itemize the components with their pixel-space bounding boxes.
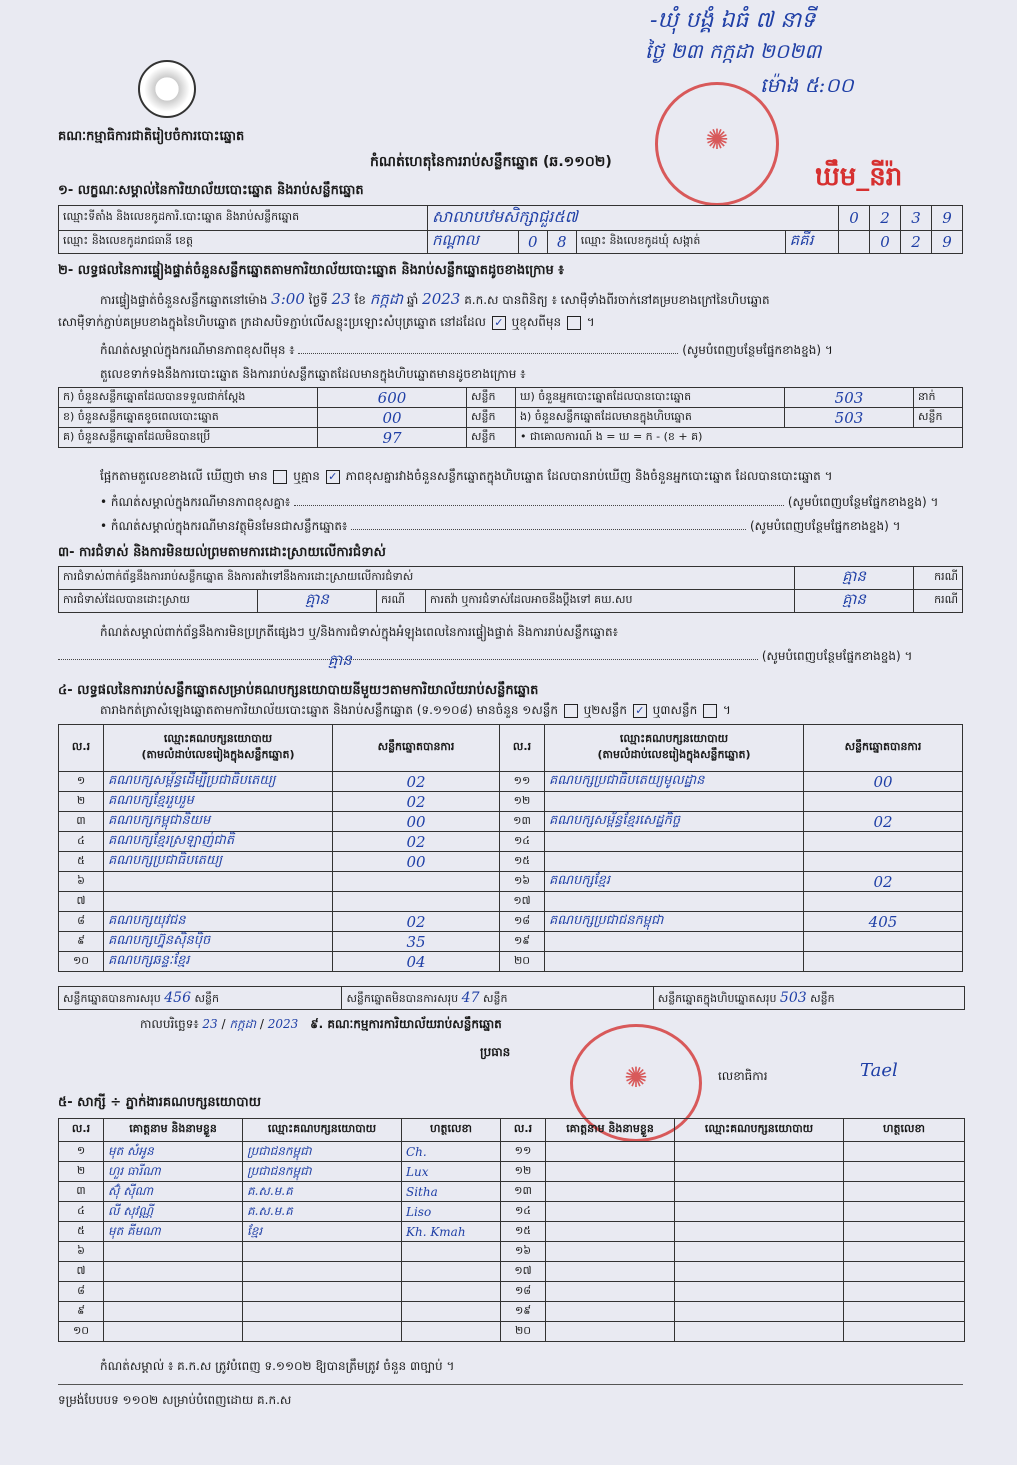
party-votes: 04 xyxy=(333,952,500,972)
witness-signature xyxy=(844,1202,965,1222)
party-votes: 405 xyxy=(804,912,963,932)
verify-year: 2023 xyxy=(422,290,461,308)
table-row xyxy=(59,1182,965,1202)
party-name: គណបក្សខ្មែរ xyxy=(545,872,804,892)
location-code-1: 0 xyxy=(839,206,870,231)
party-name: គណបក្សប្រជាធិបតេយ្យ xyxy=(104,852,333,872)
table-row xyxy=(59,1242,965,1262)
official-seal-bottom: ✺ xyxy=(570,1024,702,1142)
witness-no: ៦ xyxy=(59,1242,104,1262)
party-name: គណបក្សហ្វ៊ុនស៊ិនប៉ិច xyxy=(104,932,333,952)
irregularity-note-line: គ្មាន (សូមបំពេញបន្ថែមផ្នែកខាងខ្នង) ។ xyxy=(58,648,963,666)
party-no: ៧ xyxy=(59,892,104,912)
difference-note: កំណត់សម្គាល់ក្នុងករណីមានភាពខុសពីមុន ៖ (សូមបំពេញបន្ថែមផ្នែកខាងខ្នង) ។ xyxy=(100,343,833,357)
complaints-table: ការជំទាស់ពាក់ព័ន្ធនឹងការរាប់សន្លឹកឆ្នោត និងការតវ៉ាទៅនឹងការដោះស្រាយលើការជំទាស់ គ្មាន ករណី ការជំទាស់ដែលបានដោះស្រាយ គ្មាន ករណី ការតវ៉ា ឬការជំទាស់ដែលអាចនឹងប្ដឹងទៅ គឃ.សប គ្មាន ករណី xyxy=(58,566,963,613)
handwritten-location: -ឃុំ បង្គំ ឯធំ ៧ នាទី xyxy=(650,8,816,33)
total-valid-votes: 456 xyxy=(164,990,191,1006)
party-no: ១៥ xyxy=(500,852,545,872)
unused-value: 97 xyxy=(318,428,467,448)
section3-title: ៣- ការជំទាស់ និងការមិនយល់ព្រមតាមការដោះស្រាយលើការជំទាស់ xyxy=(58,545,386,560)
commune-code-1: 0 xyxy=(870,231,901,254)
party-votes xyxy=(804,932,963,952)
witness-signature xyxy=(402,1242,501,1262)
received-label: ក) ចំនួនសន្លឹកឆ្នោតដែលបានទទួលជាក់ស្តែង xyxy=(59,388,318,408)
party-name: គណបក្សប្រជាធិបតេយ្យមូលដ្ឋាន xyxy=(545,772,804,792)
witness-signature xyxy=(844,1262,965,1282)
party-name: គណបក្សខ្មែរស្រឡាញ់ជាតិ xyxy=(104,832,333,852)
party-no: ១០ xyxy=(59,952,104,972)
resolved-value: គ្មាន xyxy=(258,590,377,613)
witness-signature xyxy=(402,1282,501,1302)
party-no: ១២ xyxy=(500,792,545,812)
witness-no: ១១ xyxy=(501,1142,546,1162)
section1-table xyxy=(58,205,963,254)
party-no: ១៤ xyxy=(500,832,545,852)
witness-signature xyxy=(844,1282,965,1302)
witness-no: ១០ xyxy=(59,1322,104,1342)
table-row xyxy=(59,892,963,912)
witness-name xyxy=(546,1322,675,1342)
witness-no: ១៨ xyxy=(501,1282,546,1302)
footer-note: កំណត់សម្គាល់ ៖ គ.ក.ស ត្រូវបំពេញ ទ.១១០២ ឱ្យបានត្រឹមត្រូវ ចំនួន ៣ច្បាប់ ។ xyxy=(100,1359,455,1373)
footer-divider xyxy=(58,1384,963,1385)
witness-party: ប្រជាជនកម្ពុជា xyxy=(243,1162,402,1182)
verification-line: ការផ្ទៀងផ្ទាត់ចំនួនសន្លឹកឆ្នោតនៅម៉ោង 3:00 ថ្ងៃទី 23 ខែ កក្កដា ឆ្នាំ 2023 គ.ក.ស បានពិនិត្យ ៖ សោម៉ឺទាំងពីរចាក់នៅគម្របខាងក្រៅនៃហិបឆ្នោត xyxy=(100,290,770,308)
party-no: ១៨ xyxy=(500,912,545,932)
totals-line: សន្លឹកឆ្នោតបានការសរុប 456 សន្លឹក សន្លឹកឆ្នោតមិនបានការសរុប 47 សន្លឹក សន្លឹកឆ្នោតក្នុងហិបឆ្នោតសរុប 503 សន្លឹក xyxy=(58,986,965,1010)
in-box-value: 503 xyxy=(785,408,914,428)
section2-title: ២- លទ្ធផលនៃការផ្ទៀងផ្ទាត់ចំនួនសន្លឹកឆ្នោតតាមការិយាល័យបោះឆ្នោត និងរាប់សន្លឹកឆ្នោតដូចខាងក្រោម ៖ xyxy=(58,263,564,278)
commune-code-2: 2 xyxy=(901,231,932,254)
verify-month: កក្កដា xyxy=(369,290,404,308)
secretary-label: លេខាធិការ xyxy=(718,1069,768,1083)
witness-name: ស៊ុំ ស៊ីណា xyxy=(104,1182,243,1202)
witness-signature xyxy=(844,1142,965,1162)
witness-name xyxy=(104,1302,243,1322)
witness-signature xyxy=(844,1222,965,1242)
table-row xyxy=(59,1162,965,1182)
party-name: គណបក្សសម្ព័ន្ធខ្មែរសេដ្ឋកិច្ច xyxy=(545,812,804,832)
witness-no: ១៣ xyxy=(501,1182,546,1202)
total-box-ballots: 503 xyxy=(779,990,807,1006)
party-no: ៨ xyxy=(59,912,104,932)
witness-signature xyxy=(844,1182,965,1202)
party-no: ២ xyxy=(59,792,104,812)
witness-no: ១៤ xyxy=(501,1202,546,1222)
party-votes: 00 xyxy=(333,812,500,832)
table-row xyxy=(59,772,963,792)
witness-name: លី សុវណ្ណី xyxy=(104,1202,243,1222)
witness-signature xyxy=(402,1302,501,1322)
party-no: ១៩ xyxy=(500,932,545,952)
party-no: ៦ xyxy=(59,872,104,892)
irregularity-note: កំណត់សម្គាល់ពាក់ព័ន្ធនឹងការមិនប្រក្រតីផ្សេងៗ ឬ/និងការជំទាស់ក្នុងអំឡុងពេលនៃការផ្ទៀងផ្ទាត់ និងការរាប់សន្លឹកឆ្នោត៖ xyxy=(100,625,618,639)
party-name: គណបក្សខ្មែររួបរួម xyxy=(104,792,333,812)
witness-name xyxy=(546,1182,675,1202)
party-name: គណបក្សប្រជាជនកម្ពុជា xyxy=(545,912,804,932)
witness-no: ៥ xyxy=(59,1222,104,1242)
witness-party xyxy=(675,1222,844,1242)
witness-no: ១៧ xyxy=(501,1262,546,1282)
spoiled-label: ខ) ចំនួនសន្លឹកឆ្នោតខូចពេលបោះឆ្នោត xyxy=(59,408,318,428)
party-name xyxy=(545,932,804,952)
spoiled-value: 00 xyxy=(318,408,467,428)
party-votes: 02 xyxy=(804,872,963,892)
table-row xyxy=(59,1202,965,1222)
witness-name: ហួរ ធារីណា xyxy=(104,1162,243,1182)
witness-no: ៤ xyxy=(59,1202,104,1222)
form-title: កំណត់ហេតុនៃការរាប់សន្លឹកឆ្នោត (ឆ.១១០២) xyxy=(370,154,612,170)
section4-title: ៤- លទ្ធផលនៃការរាប់សន្លឹកឆ្នោតសម្រាប់គណបក្សនយោបាយនីមួយៗតាមការិយាល័យរាប់សន្លឹកឆ្នោត xyxy=(58,683,539,698)
party-no: ១៦ xyxy=(500,872,545,892)
unused-label: គ) ចំនួនសន្លឹកឆ្នោតដែលមិនបានប្រើ xyxy=(59,428,318,448)
witness-name xyxy=(104,1262,243,1282)
party-name: គណបក្សឆន្ទៈខ្មែរ xyxy=(104,952,333,972)
figures-intro: តួលេខទាក់ទងនឹងការបោះឆ្នោត និងការរាប់សន្លឹកឆ្នោតដែលមានក្នុងហិបឆ្នោតមានដូចខាងក្រោម ៖ xyxy=(100,367,526,381)
witness-party xyxy=(675,1142,844,1162)
witness-no: ១ xyxy=(59,1142,104,1162)
witness-party xyxy=(675,1282,844,1302)
table-row xyxy=(59,952,963,972)
party-votes xyxy=(804,892,963,912)
witness-signature: Liso xyxy=(402,1202,501,1222)
witness-party xyxy=(675,1302,844,1322)
table-row xyxy=(59,852,963,872)
commune-value: គគីរ xyxy=(785,231,838,254)
witness-table: ល.រ គោត្តនាម និងនាមខ្លួន ឈ្មោះគណបក្សនយោបាយ ហត្ថលេខា ល.រ គោត្តនាម និងនាមខ្លួន ឈ្មោះគណបក្សនយោបាយ ហត្ថលេខា ១ មុត សំអូន ប្រជាជនកម្ពុជា Ch. ១១ ២ ហួរ ធារីណា ប្រជាជនកម្ពុជា Lux ១២ ៣ ស៊ុំ ស៊ីណា គ.ស.ម.គ Sitha ១៣ ៤ លី សុវណ្ណី គ.ស.ម.គ Liso ១៤ ៥ មុត គីមណា ខ្មែរ Kh. Kmah ១៥ ៦ ១៦ ៧ ១៧ ៨ ១៨ ៩ ១៩ ១០ ២០ xyxy=(58,1118,965,1342)
province-value: កណ្ដាល xyxy=(428,231,519,254)
party-name xyxy=(545,852,804,872)
verify-time: 3:00 xyxy=(271,290,305,308)
witness-signature xyxy=(844,1162,965,1182)
location-label: ឈ្មោះទីតាំង និងលេខកូដការិ.បោះឆ្នោត និងរាប់សន្លឹកឆ្នោត xyxy=(59,206,428,231)
location-code-4: 9 xyxy=(932,206,963,231)
witness-party: គ.ស.ម.គ xyxy=(243,1182,402,1202)
committee-name: គណៈកម្មាធិការជាតិរៀបចំការបោះឆ្នោត xyxy=(58,129,245,144)
witness-signature xyxy=(402,1322,501,1342)
witness-party xyxy=(675,1242,844,1262)
commune-label: ឈ្មោះ និងលេខកូដឃុំ សង្កាត់ xyxy=(576,231,785,254)
party-no: ៣ xyxy=(59,812,104,832)
table-row xyxy=(59,1222,965,1242)
party-no: ២០ xyxy=(500,952,545,972)
party-votes xyxy=(804,792,963,812)
witness-name xyxy=(104,1322,243,1342)
party-no: ១ xyxy=(59,772,104,792)
voters-value: 503 xyxy=(785,388,914,408)
party-votes: 35 xyxy=(333,932,500,952)
witness-party: ខ្មែរ xyxy=(243,1222,402,1242)
chair-label: ប្រធាន xyxy=(480,1045,511,1059)
table-row xyxy=(59,1302,965,1322)
table-row xyxy=(59,1322,965,1342)
form-note: ទម្រង់បែបបទ ១១០២ សម្រាប់បំពេញដោយ គ.ក.ស xyxy=(58,1393,292,1407)
red-name-label: ឃឹម_នីរ៉ា xyxy=(815,162,903,192)
witness-no: ៨ xyxy=(59,1282,104,1302)
party-votes xyxy=(333,872,500,892)
witness-name: មុត សំអូន xyxy=(104,1142,243,1162)
bullet-difference: • កំណត់សម្គាល់ក្នុងករណីមានភាពខុសគ្នា៖ (សូមបំពេញបន្ថែមផ្នែកខាងខ្នង) ។ xyxy=(100,495,939,509)
three-sheet-checkbox[interactable] xyxy=(703,704,717,718)
bullet-foreign-object: • កំណត់សម្គាល់ក្នុងករណីមានវត្ថុមិនមែនជាសន្លឹកឆ្នោត៖ (សូមបំពេញបន្ថែមផ្នែកខាងខ្នង) ។ xyxy=(100,519,901,533)
witness-no: ១៦ xyxy=(501,1242,546,1262)
handwritten-time: ម៉ោង ៥:០០ xyxy=(760,73,854,97)
location-code-3: 3 xyxy=(901,206,932,231)
witness-name xyxy=(546,1242,675,1262)
seal-status-line: សោម៉ឺទាក់ភ្ជាប់គម្របខាងក្នុងនៃហិបឆ្នោត ក្រដាសបិទភ្ជាប់លើសន្លុះប្រឡោះសំបុត្រឆ្នោត នៅដដែល ✓ ឬខុសពីមុន ។ xyxy=(58,315,595,329)
party-no: ៤ xyxy=(59,832,104,852)
witness-no: ២០ xyxy=(501,1322,546,1342)
witness-signature: Sitha xyxy=(402,1182,501,1202)
table-row xyxy=(59,1142,965,1162)
province-code-1: 0 xyxy=(518,231,547,254)
party-no: ៩ xyxy=(59,932,104,952)
party-votes: 02 xyxy=(333,832,500,852)
party-no: ១១ xyxy=(500,772,545,792)
witness-party xyxy=(243,1242,402,1262)
voters-label: ឃ) ចំនួនអ្នកបោះឆ្នោតដែលបានបោះឆ្នោត xyxy=(516,388,785,408)
location-code-2: 2 xyxy=(870,206,901,231)
ballot-figures-table: ក) ចំនួនសន្លឹកឆ្នោតដែលបានទទួលជាក់ស្តែង 600 សន្លឹក ឃ) ចំនួនអ្នកបោះឆ្នោតដែលបានបោះឆ្នោត 503 នាក់ ខ) ចំនួនសន្លឹកឆ្នោតខូចពេលបោះឆ្នោត 00 សន្លឹក ង) ចំនួនសន្លឹកឆ្នោតដែលមានក្នុងហិបឆ្នោត 503 សន្លឹក គ) ចំនួនសន្លឹកឆ្នោតដែលមិនបានប្រើ 97 សន្លឹក • ជាគោលការណ៍ ង = ឃ = ក - (ខ + គ) xyxy=(58,387,963,448)
resolved-label: ការជំទាស់ដែលបានដោះស្រាយ xyxy=(59,590,258,613)
party-no: ១៧ xyxy=(500,892,545,912)
appeal-label: ការតវ៉ា ឬការជំទាស់ដែលអាចនឹងប្ដឹងទៅ គឃ.សប xyxy=(426,590,795,613)
party-name: គណបក្សកម្ពុជានិយម xyxy=(104,812,333,832)
handwritten-date: ថ្ងៃ ២៣ កក្កដា ២០២៣ xyxy=(645,39,822,63)
official-seal-top: ✺ xyxy=(655,82,779,206)
party-votes xyxy=(333,892,500,912)
party-votes: 02 xyxy=(804,812,963,832)
table-row xyxy=(59,1262,965,1282)
verify-day: 23 xyxy=(331,290,351,308)
table-row xyxy=(59,932,963,952)
discrepancy-no-checkbox[interactable]: ✓ xyxy=(326,470,340,484)
witness-no: ១៥ xyxy=(501,1222,546,1242)
same-checkbox[interactable]: ✓ xyxy=(492,316,506,330)
secretary-signature: Tael xyxy=(860,1060,898,1081)
witness-no: ១២ xyxy=(501,1162,546,1182)
appeal-value: គ្មាន xyxy=(795,590,914,613)
different-checkbox[interactable] xyxy=(567,316,581,330)
witness-signature xyxy=(402,1262,501,1282)
discrepancy-yes-checkbox[interactable] xyxy=(273,470,287,484)
party-name xyxy=(104,892,333,912)
table-row xyxy=(59,912,963,932)
province-label: ឈ្មោះ និងលេខកូដរាជធានី ខេត្ត xyxy=(59,231,428,254)
witness-no: ៣ xyxy=(59,1182,104,1202)
witness-name xyxy=(546,1282,675,1302)
witness-no: ៩ xyxy=(59,1302,104,1322)
witness-name: មុត គីមណា xyxy=(104,1222,243,1242)
commune-code-3: 9 xyxy=(932,231,963,254)
witness-name xyxy=(104,1242,243,1262)
party-name xyxy=(545,792,804,812)
witness-signature xyxy=(844,1322,965,1342)
table-row xyxy=(59,812,963,832)
party-votes: 02 xyxy=(333,792,500,812)
table-row xyxy=(59,832,963,852)
party-votes: 02 xyxy=(333,772,500,792)
location-value: សាលាបឋមសិក្សាជួរ៥៧ xyxy=(428,206,839,231)
witness-name xyxy=(104,1282,243,1302)
formula-label: • ជាគោលការណ៍ ង = ឃ = ក - (ខ + គ) xyxy=(516,428,963,448)
witness-no: ១៩ xyxy=(501,1302,546,1322)
two-sheet-checkbox[interactable]: ✓ xyxy=(633,704,647,718)
party-name xyxy=(104,872,333,892)
witness-party xyxy=(243,1302,402,1322)
party-results-table: ល.រ ឈ្មោះគណបក្សនយោបាយ (តាមលំដាប់លេខរៀងក្នុងសន្លឹកឆ្នោត) សន្លឹកឆ្នោតបានការ ល.រ ឈ្មោះគណបក្សនយោបាយ (តាមលំដាប់លេខរៀងក្នុងសន្លឹកឆ្នោត) សន្លឹកឆ្នោតបានការ ១ គណបក្សសម្ព័ន្ធដើម្បីប្រជាធិបតេយ្យ 02 ១១ គណបក្សប្រជាធិបតេយ្យមូលដ្ឋាន 00 ២ គណបក្សខ្មែររួបរួម 02 ១២ ៣ គណបក្សកម្ពុជានិយម 00 ១៣ គណបក្សសម្ព័ន្ធខ្មែរសេដ្ឋកិច្ច 02 ៤ គណបក្សខ្មែរស្រឡាញ់ជាតិ 02 ១៤ ៥ គណបក្សប្រជាធិបតេយ្យ 00 ១៥ ៦ ១៦ គណបក្សខ្មែរ 02 ៧ ១៧ ៨ គណបក្សយុវជន 02 ១៨ គណបក្សប្រជាជនកម្ពុជា 405 ៩ គណបក្សហ្វ៊ុនស៊ិនប៉ិច 35 ១៩ ១០ គណបក្សឆន្ទៈខ្មែរ 04 ២០ xyxy=(58,724,963,972)
witness-name xyxy=(546,1142,675,1162)
witness-signature xyxy=(844,1242,965,1262)
witness-name xyxy=(546,1162,675,1182)
witness-signature: Kh. Kmah xyxy=(402,1222,501,1242)
section5-title: ៥- សាក្សី ÷ ភ្នាក់ងារគណបក្សនយោបាយ xyxy=(58,1095,261,1110)
in-box-label: ង) ចំនួនសន្លឹកឆ្នោតដែលមានក្នុងហិបឆ្នោត xyxy=(516,408,785,428)
witness-signature xyxy=(844,1302,965,1322)
witness-party xyxy=(675,1182,844,1202)
witness-party xyxy=(675,1262,844,1282)
witness-party xyxy=(675,1202,844,1222)
table-row xyxy=(59,792,963,812)
party-name: គណបក្សសម្ព័ន្ធដើម្បីប្រជាធិបតេយ្យ xyxy=(104,772,333,792)
party-name xyxy=(545,892,804,912)
witness-party xyxy=(243,1282,402,1302)
witness-no: ២ xyxy=(59,1162,104,1182)
witness-party: គ.ស.ម.គ xyxy=(243,1202,402,1222)
witness-name xyxy=(546,1222,675,1242)
total-invalid-votes: 47 xyxy=(461,990,480,1006)
witness-party xyxy=(675,1162,844,1182)
nec-logo-icon xyxy=(138,60,196,118)
witness-name xyxy=(546,1262,675,1282)
table-row xyxy=(59,1282,965,1302)
province-code-2: 8 xyxy=(547,231,576,254)
party-votes xyxy=(804,852,963,872)
party-name: គណបក្សយុវជន xyxy=(104,912,333,932)
party-name xyxy=(545,952,804,972)
tally-sheet-line: តារាងកត់ត្រាសំឡេងឆ្នោតតាមការិយាល័យបោះឆ្នោត និងរាប់សន្លឹកឆ្នោត (ទ.១១០៨) មានចំនួន ១សន្លឹក ឬ២សន្លឹក ✓ ឬ៣សន្លឹក ។ xyxy=(100,703,731,717)
party-votes: 00 xyxy=(333,852,500,872)
witness-party xyxy=(243,1322,402,1342)
complaints-value: គ្មាន xyxy=(795,567,914,590)
party-votes: 00 xyxy=(804,772,963,792)
complaints-label: ការជំទាស់ពាក់ព័ន្ធនឹងការរាប់សន្លឹកឆ្នោត និងការតវ៉ាទៅនឹងការដោះស្រាយលើការជំទាស់ xyxy=(59,567,795,590)
party-name xyxy=(545,832,804,852)
one-sheet-checkbox[interactable] xyxy=(564,704,578,718)
signing-date: កាលបរិច្ឆេទ៖ 23 / កក្កដា / 2023 ៩. គណៈកម្មការការិយាល័យរាប់សន្លឹកឆ្នោត xyxy=(140,1017,502,1031)
witness-signature: Lux xyxy=(402,1162,501,1182)
party-no: ១៣ xyxy=(500,812,545,832)
party-votes: 02 xyxy=(333,912,500,932)
received-value: 600 xyxy=(318,388,467,408)
witness-party: ប្រជាជនកម្ពុជា xyxy=(243,1142,402,1162)
witness-name xyxy=(546,1302,675,1322)
witness-party xyxy=(243,1262,402,1282)
party-votes xyxy=(804,832,963,852)
witness-signature: Ch. xyxy=(402,1142,501,1162)
table-row xyxy=(59,872,963,892)
witness-name xyxy=(546,1202,675,1222)
section1-title: ១- លក្ខណៈសម្គាល់នៃការិយាល័យបោះឆ្នោត និងរាប់សន្លឹកឆ្នោត xyxy=(58,183,364,198)
witness-party xyxy=(675,1322,844,1342)
witness-no: ៧ xyxy=(59,1262,104,1282)
party-no: ៥ xyxy=(59,852,104,872)
party-votes xyxy=(804,952,963,972)
discrepancy-line: ផ្អែកតាមតួលេខខាងលើ ឃើញថា មាន ឬគ្មាន ✓ ភាពខុសគ្នារវាងចំនួនសន្លឹកឆ្នោតក្នុងហិបឆ្នោត ដែលបានរាប់ឃើញ និងចំនួនអ្នកបោះឆ្នោត ដែលបានបោះឆ្នោត ។ xyxy=(100,469,833,483)
